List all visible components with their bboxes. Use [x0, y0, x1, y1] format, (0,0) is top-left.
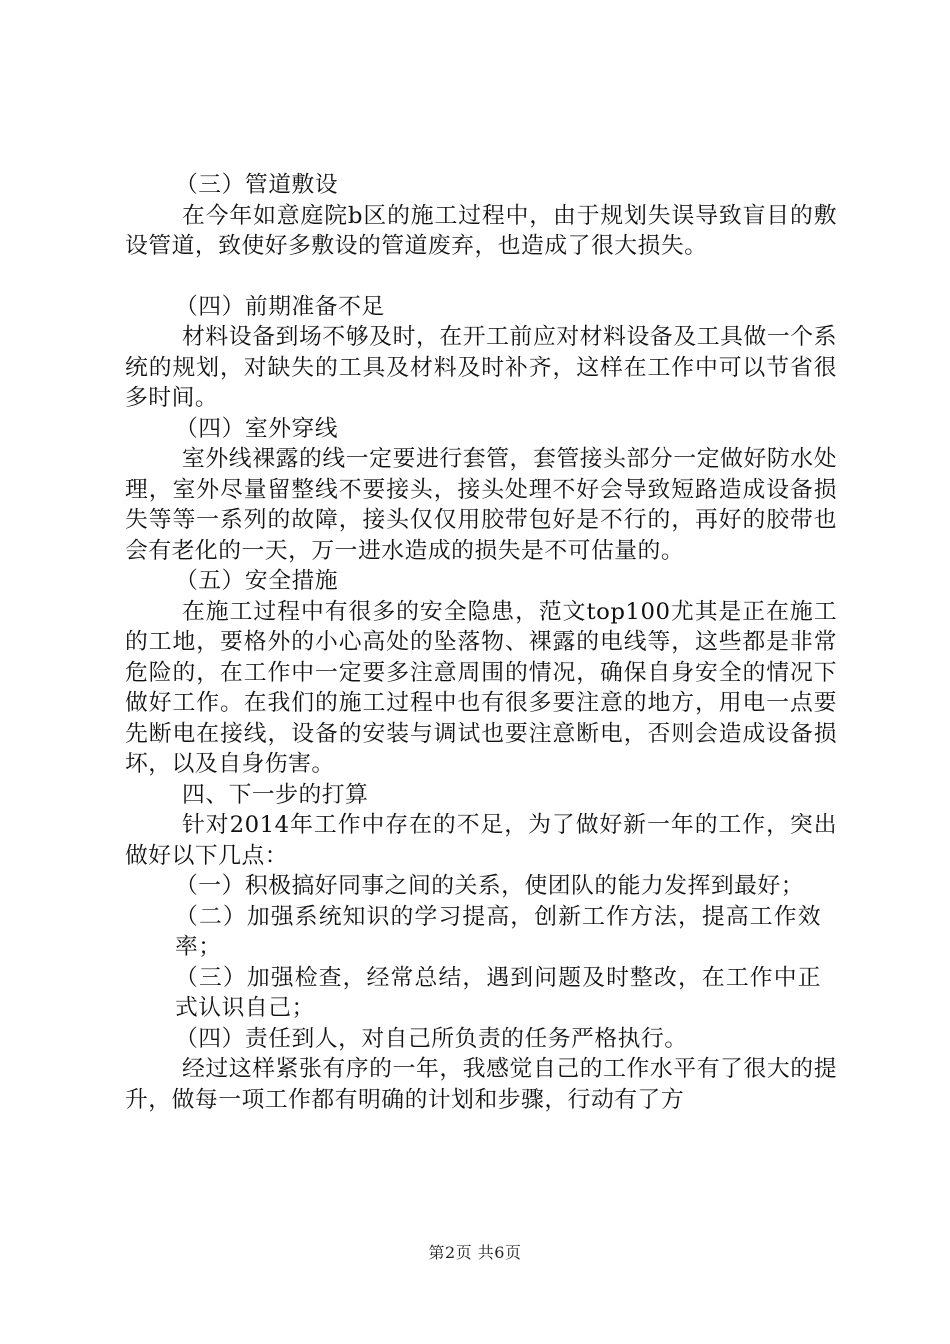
- document-body: [125, 170, 837, 1115]
- list-item: （二）加强系统知识的学习提高，创新工作方法，提高工作效率；: [175, 903, 821, 960]
- list-item: （四）责任到人，对自己所负责的任务严格执行。: [175, 1025, 688, 1052]
- paragraph-next-steps-intro: 针对2014年工作中存在的不足，为了做好新一年的工作，突出做好以下几点：: [125, 812, 837, 869]
- section-heading-outdoor-wiring: （四）室外穿线: [175, 415, 339, 442]
- paragraph-preparation: 材料设备到场不够及时，在开工前应对材料设备及工具做一个系统的规划，对缺失的工具及材料及时补齐，这样在工作中可以节省很多时间。: [125, 324, 837, 411]
- section-heading-pipe-laying: （三）管道敷设: [175, 172, 339, 198]
- paragraph-safety: 在施工过程中有很多的安全隐患，范文top100尤其是正在施工的工地，要格外的小心高处的坠落物、裸露的电线等，这些都是非常危险的，在工作中一定要多注意周围的情况，确保自身安全的情况下做好工作。在我们的施工过程中也有很多要注意的地方，用电一点要先断电在接线，设备的安装与调试也要注意断电，否则会造成设备损坏，以及自身伤害。: [125, 598, 837, 777]
- paragraph-gap: [125, 262, 837, 292]
- paragraph-outdoor-wiring: 室外线裸露的线一定要进行套管，套管接头部分一定做好防水处理，室外尽量留整线不要接头，接头处理不好会导致短路造成设备损失等等一系列的故障，接头仅仅用胶带包好是不行的，再好的胶带也会有老化的一天，万一进水造成的损失是不可估量的。: [125, 446, 837, 564]
- paragraph-closing: 经过这样紧张有序的一年，我感觉自己的工作水平有了很大的提升，做每一项工作都有明确的计划和步骤，行动有了方: [125, 1056, 837, 1113]
- section-heading-preparation: （四）前期准备不足: [175, 293, 385, 320]
- page-number-footer: 第2页 共6页: [428, 1243, 522, 1262]
- section-heading-next-steps: 四、下一步的打算: [182, 781, 369, 808]
- list-item: （三）加强检查，经常总结，遇到问题及时整改，在工作中正式认识自己；: [175, 964, 821, 1021]
- list-item: （一）积极搞好同事之间的关系，使团队的能力发挥到最好；: [175, 873, 805, 899]
- section-heading-safety: （五）安全措施: [175, 568, 339, 594]
- paragraph-pipe-laying: 在今年如意庭院b区的施工过程中，由于规划失误导致盲目的敷设管道，致使好多敷设的管道废弃，也造成了很大损失。: [125, 202, 837, 259]
